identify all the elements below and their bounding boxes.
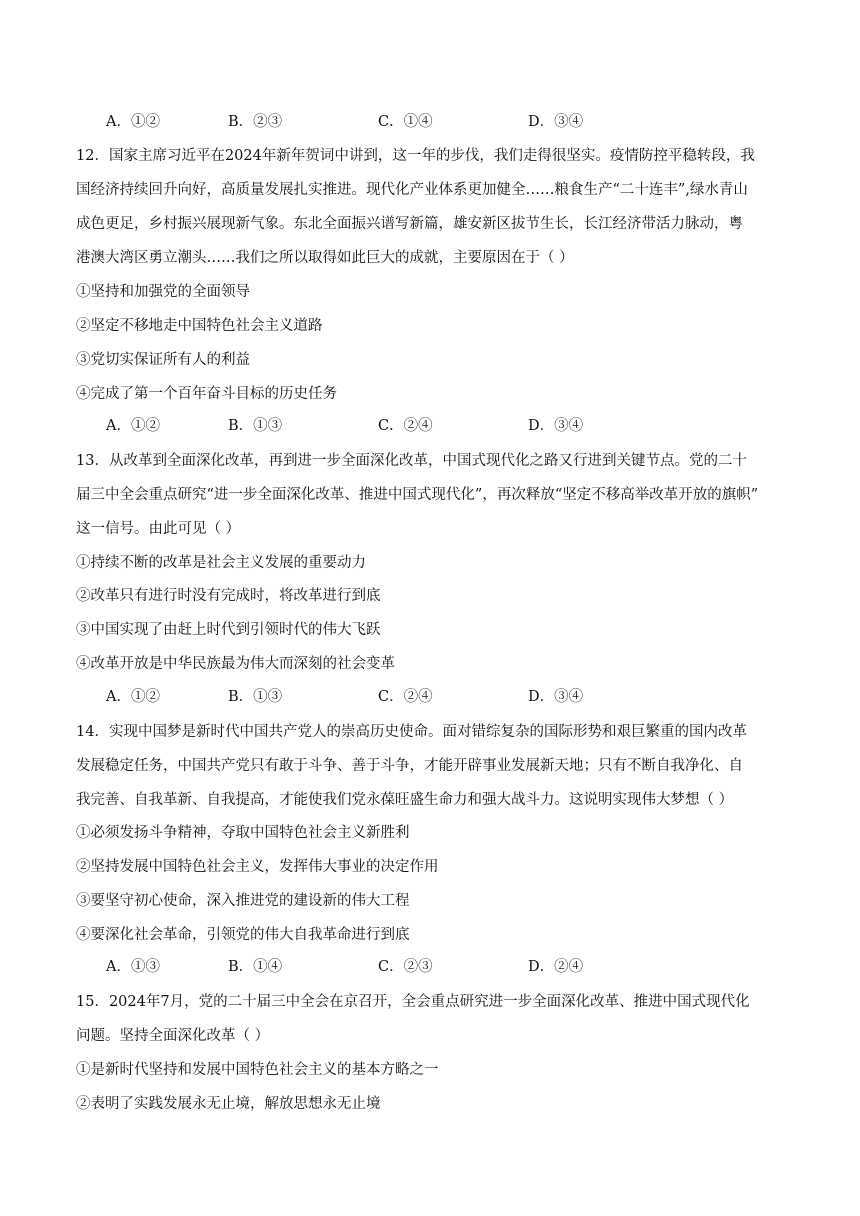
q11-option-a: A．①② xyxy=(106,114,160,130)
q14-stem-line: 我完善、自我革新、自我提高，才能使我们党永葆旺盛生命力和强大战斗力。这说明实现伟大梦想（ ） xyxy=(76,792,734,808)
q13-statement-1: ①持续不断的改革是社会主义发展的重要动力 xyxy=(76,555,366,571)
q13-option-c: C．②④ xyxy=(378,689,433,705)
q13-option-a: A．①② xyxy=(106,689,160,705)
q14-option-c: C．②③ xyxy=(378,959,433,975)
q15-statement-2: ②表明了实践发展永无止境，解放思想永无止境 xyxy=(76,1096,381,1112)
q12-stem-line: 成色更足，乡村振兴展现新气象。东北全面振兴谱写新篇，雄安新区拔节生长，长江经济带活力脉动，粤 xyxy=(76,216,743,232)
q14-option-b: B．①④ xyxy=(228,959,283,975)
q13-stem-line: 届三中全会重点研究“进一步全面深化改革、推进中国式现代化”，再次释放“坚定不移高举改革开放的旗帜” xyxy=(76,487,759,503)
q13-statement-4: ④改革开放是中华民族最为伟大而深刻的社会变革 xyxy=(76,656,395,672)
q14-stem-line: 14．实现中国梦是新时代中国共产党人的崇高历史使命。面对错综复杂的国际形势和艰巨繁重的国内改革 xyxy=(76,724,747,740)
q13-stem-line: 这一信号。由此可见（ ） xyxy=(76,521,241,537)
q12-stem-line: 12．国家主席习近平在2024年新年贺词中讲到，这一年的步伐，我们走得很坚实。疫情防控平稳转段，我 xyxy=(76,148,755,164)
q13-option-d: D．③④ xyxy=(528,689,584,705)
q12-statement-4: ④完成了第一个百年奋斗目标的历史任务 xyxy=(76,386,337,402)
q11-options xyxy=(0,112,860,132)
q14-statement-3: ③要坚守初心使命，深入推进党的建设新的伟大工程 xyxy=(76,893,410,909)
q14-statement-4: ④要深化社会革命，引领党的伟大自我革命进行到底 xyxy=(76,927,410,943)
q14-statement-2: ②坚持发展中国特色社会主义，发挥伟大事业的决定作用 xyxy=(76,859,439,875)
q12-option-a: A．①② xyxy=(106,418,160,434)
q12-option-b: B．①③ xyxy=(228,418,283,434)
q12-statement-1: ①坚持和加强党的全面领导 xyxy=(76,284,250,300)
q11-option-d: D．③④ xyxy=(528,114,584,130)
q13-statement-2: ②改革只有进行时没有完成时，将改革进行到底 xyxy=(76,588,381,604)
q11-option-c: C．①④ xyxy=(378,114,433,130)
q14-option-d: D．②④ xyxy=(528,959,584,975)
q12-option-d: D．③④ xyxy=(528,418,584,434)
q14-option-a: A．①③ xyxy=(106,959,160,975)
q12-options xyxy=(0,416,860,436)
q15-statement-1: ①是新时代坚持和发展中国特色社会主义的基本方略之一 xyxy=(76,1062,439,1078)
q13-stem-line: 13．从改革到全面深化改革，再到进一步全面深化改革，中国式现代化之路又行进到关键节点。党的二十 xyxy=(76,453,747,469)
q13-statement-3: ③中国实现了由赶上时代到引领时代的伟大飞跃 xyxy=(76,622,381,638)
q12-statement-3: ③党切实保证所有人的利益 xyxy=(76,352,250,368)
q15-stem-line: 问题。坚持全面深化改革（ ） xyxy=(76,1028,270,1044)
q14-options xyxy=(0,957,860,977)
q12-stem-line: 国经济持续回升向好，高质量发展扎实推进。现代化产业体系更加健全……粮食生产“二十连丰”,绿水青山 xyxy=(76,182,748,198)
q12-statement-2: ②坚定不移地走中国特色社会主义道路 xyxy=(76,318,323,334)
q11-option-b: B．②③ xyxy=(228,114,283,130)
q12-stem-line: 港澳大湾区勇立潮头……我们之所以取得如此巨大的成就，主要原因在于（ ） xyxy=(76,250,574,266)
q12-option-c: C．②④ xyxy=(378,418,433,434)
q14-statement-1: ①必须发扬斗争精神，夺取中国特色社会主义新胜利 xyxy=(76,825,410,841)
q15-stem-line: 15．2024年7月，党的二十届三中全会在京召开，全会重点研究进一步全面深化改革、推进中国式现代化 xyxy=(76,994,750,1010)
q14-stem-line: 发展稳定任务，中国共产党只有敢于斗争、善于斗争，才能开辟事业发展新天地；只有不断自我净化、自 xyxy=(76,758,743,774)
q13-option-b: B．①③ xyxy=(228,689,283,705)
q13-options xyxy=(0,687,860,707)
